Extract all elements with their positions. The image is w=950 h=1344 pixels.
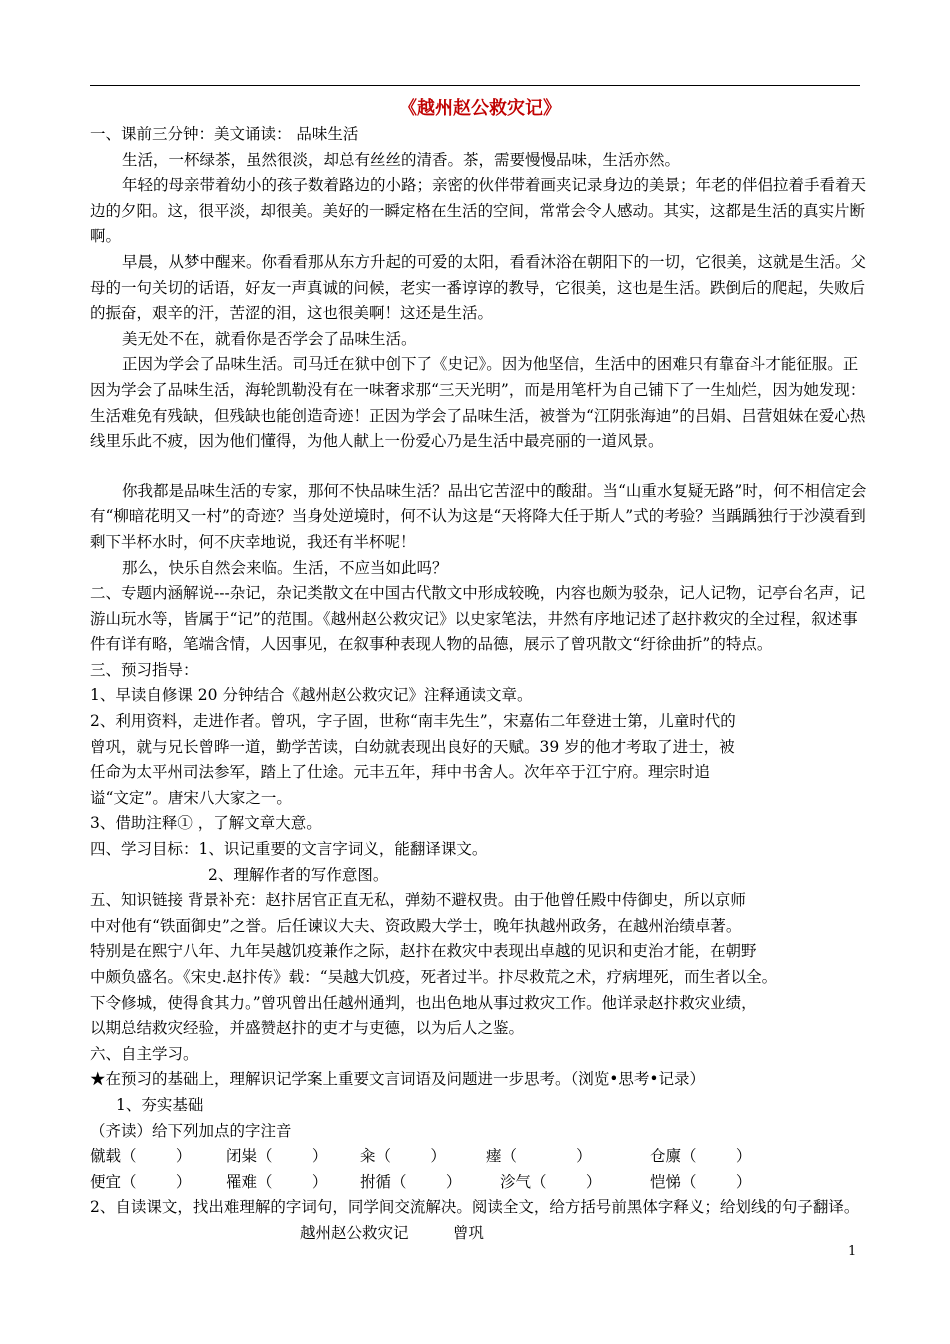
section3-item-2-cont: 谥“文定”。唐宋八大家之一。 bbox=[90, 788, 292, 807]
section5-line: 中颇负盛名。《宋史.赵抃传》载：“吴越大饥疫，死者过半。抃尽救荒之术，疗病埋死，而生者以全。 bbox=[90, 968, 778, 986]
pinyin-item: 便宜（ ） bbox=[90, 1172, 192, 1191]
page-number: 1 bbox=[848, 1244, 857, 1259]
section5-line: 下令修城，使得食其力。”曾巩曾出任越州通判，也出色地从事过救灾工作。他详录赵抃救灾业绩， bbox=[90, 993, 757, 1012]
header-rule bbox=[90, 85, 860, 86]
section3-item-2: 2、利用资料，走进作者。曾巩，字子固，世称“南丰先生”，宋嘉佑二年登进士第，儿童时代的 bbox=[90, 712, 736, 731]
essay-paragraph-1: 生活，一杯绿茶，虽然很淡，却总有丝丝的清香。茶，需要慢慢品味，生活亦然。 bbox=[122, 150, 681, 169]
section3-item-3: 3、借助注释① ，了解文章大意。 bbox=[90, 814, 322, 833]
essay-paragraph-7: 那么，快乐自然会来临。生活，不应当如此吗？ bbox=[122, 558, 448, 577]
pinyin-row-1 bbox=[90, 1144, 870, 1170]
section4-goal-1: 四、学习目标：1、识记重要的文言字词义，能翻译课文。 bbox=[90, 840, 488, 859]
document-body bbox=[90, 96, 870, 1247]
pinyin-item: 沴气（ ） bbox=[500, 1172, 602, 1191]
section6-instruction: ★在预习的基础上，理解识记学案上重要文言词语及问题进一步思考。（浏览•思考•记录） bbox=[90, 1070, 706, 1089]
section2-text: 二、专题内涵解说---杂记，杂记类散文在中国古代散文中形成较晚，内容也颇为驳杂，记人记物，记亭台名声，记游山玩水等，皆属于“记”的范围。《越州赵公救灾记》以史家笔法，井然有序地记述了赵抃救灾的全过程，叙述事件有详有略，笔端含情，人因事见，在叙事种表现人物的品德，展示了曾巩散文“纡徐曲折”的特点。 bbox=[90, 584, 866, 654]
essay-paragraph-5: 正因为学会了品味生活。司马迁在狱中创下了《史记》。因为他坚信，生活中的困难只有靠奋斗才能征服。正因为学会了品味生活，海轮凯勒没有在一味奢求那“三天光明”，而是用笔杆为自己铺下了一生灿烂，因为她发现：生活难免有残缺，但残缺也能创造奇迹！正因为学会了品味生活，被誉为“江阴张海迪”的吕娟、吕营姐妹在爱心热线里乐此不疲，因为他们懂得，为他人献上一份爱心乃是生活中最亮丽的一道风景。 bbox=[90, 355, 866, 451]
pinyin-item: 拊循（ ） bbox=[360, 1172, 462, 1191]
section5-line: 特别是在熙宁八年、九年吴越饥疫兼作之际，赵抃在救灾中表现出卓越的见识和吏治才能，在朝野 bbox=[90, 942, 757, 961]
sub1-heading: 1、夯实基础 bbox=[116, 1095, 204, 1114]
pinyin-item: 籴（ ） bbox=[360, 1147, 446, 1166]
section6-heading: 六、自主学习。 bbox=[90, 1044, 199, 1063]
pinyin-item: 瘗（ ） bbox=[486, 1147, 592, 1166]
spacer bbox=[90, 455, 870, 479]
sub1-instruction: （齐读）给下列加点的字注音 bbox=[90, 1121, 292, 1140]
pinyin-item: 恺悌（ ） bbox=[650, 1172, 752, 1191]
pinyin-item: 闭粜（ ） bbox=[226, 1147, 328, 1166]
pinyin-item: 僦载（ ） bbox=[90, 1147, 192, 1166]
sub2-title-line: 越州赵公救灾记 曾巩 bbox=[300, 1223, 484, 1242]
essay-paragraph-6: 你我都是品味生活的专家，那何不快品味生活？品出它苦涩中的酸甜。当“山重水复疑无路”时，何不相信定会有“柳暗花明又一村”的奇迹？当身处逆境时，何不认为这是“天将降大任于斯人”式的考验？当踽踽独行于沙漠看到剩下半杯水时，何不庆幸地说，我还有半杯呢！ bbox=[90, 481, 867, 551]
pinyin-row-2 bbox=[90, 1170, 870, 1196]
section5-line: 以期总结救灾经验，并盛赞赵抃的吏才与吏德，以为后人之鉴。 bbox=[90, 1019, 525, 1038]
essay-paragraph-2: 年轻的母亲带着幼小的孩子数着路边的小路；亲密的伙伴带着画夹记录身边的美景；年老的伴侣拉着手看着天边的夕阳。这，很平淡，却很美。美好的一瞬定格在生活的空间，常常会令人感动。其实，这都是生活的真实片断啊。 bbox=[90, 176, 867, 246]
section5-line: 五、知识链接 背景补充：赵抃居官正直无私，弹劾不避权贵。由于他曾任殿中侍御史，所以京师 bbox=[90, 891, 746, 910]
pinyin-item: 罹难（ ） bbox=[226, 1172, 328, 1191]
section3-heading: 三、预习指导： bbox=[90, 660, 199, 679]
section1-heading: 一、课前三分钟：美文诵读： 品味生活 bbox=[90, 125, 359, 143]
section3-item-1: 1、早读自修课 20 分钟结合《越州赵公救灾记》注释通读文章。 bbox=[90, 686, 533, 705]
essay-paragraph-4: 美无处不在，就看你是否学会了品味生活。 bbox=[122, 329, 417, 348]
essay-paragraph-3: 早晨，从梦中醒来。你看看那从东方升起的可爱的太阳，看看沐浴在朝阳下的一切，它很美，这就是生活。父母的一句关切的话语，好友一声真诚的问候，老实一番谆谆的教导，它很美，这也是生活。跌倒后的爬起，失败后的振奋，艰辛的汗，苦涩的泪，这也很美啊！这还是生活。 bbox=[90, 252, 867, 323]
document-title: 《越州赵公救灾记》 bbox=[399, 98, 561, 119]
section3-item-2-cont: 任命为太平州司法参军，踏上了仕途。元丰五年，拜中书舍人。次年卒于江宁府。理宗时追 bbox=[90, 763, 711, 782]
section3-item-2-cont: 曾巩，就与兄长曾晔一道，勤学苦读，白幼就表现出良好的天赋。39 岁的他才考取了进士，被 bbox=[90, 737, 735, 756]
section5-line: 中对他有“铁面御史”之誉。后任谏议大夫、资政殿大学士，晚年执越州政务，在越州治绩卓著。 bbox=[90, 916, 742, 935]
section4-goal-2: 2、理解作者的写作意图。 bbox=[208, 865, 389, 884]
sub2-text: 2、自读课文，找出难理解的字词句，同学间交流解决。阅读全文，给方括号前黑体字释义；给划线的句子翻译。 bbox=[90, 1198, 860, 1217]
pinyin-item: 仓廪（ ） bbox=[650, 1147, 752, 1166]
